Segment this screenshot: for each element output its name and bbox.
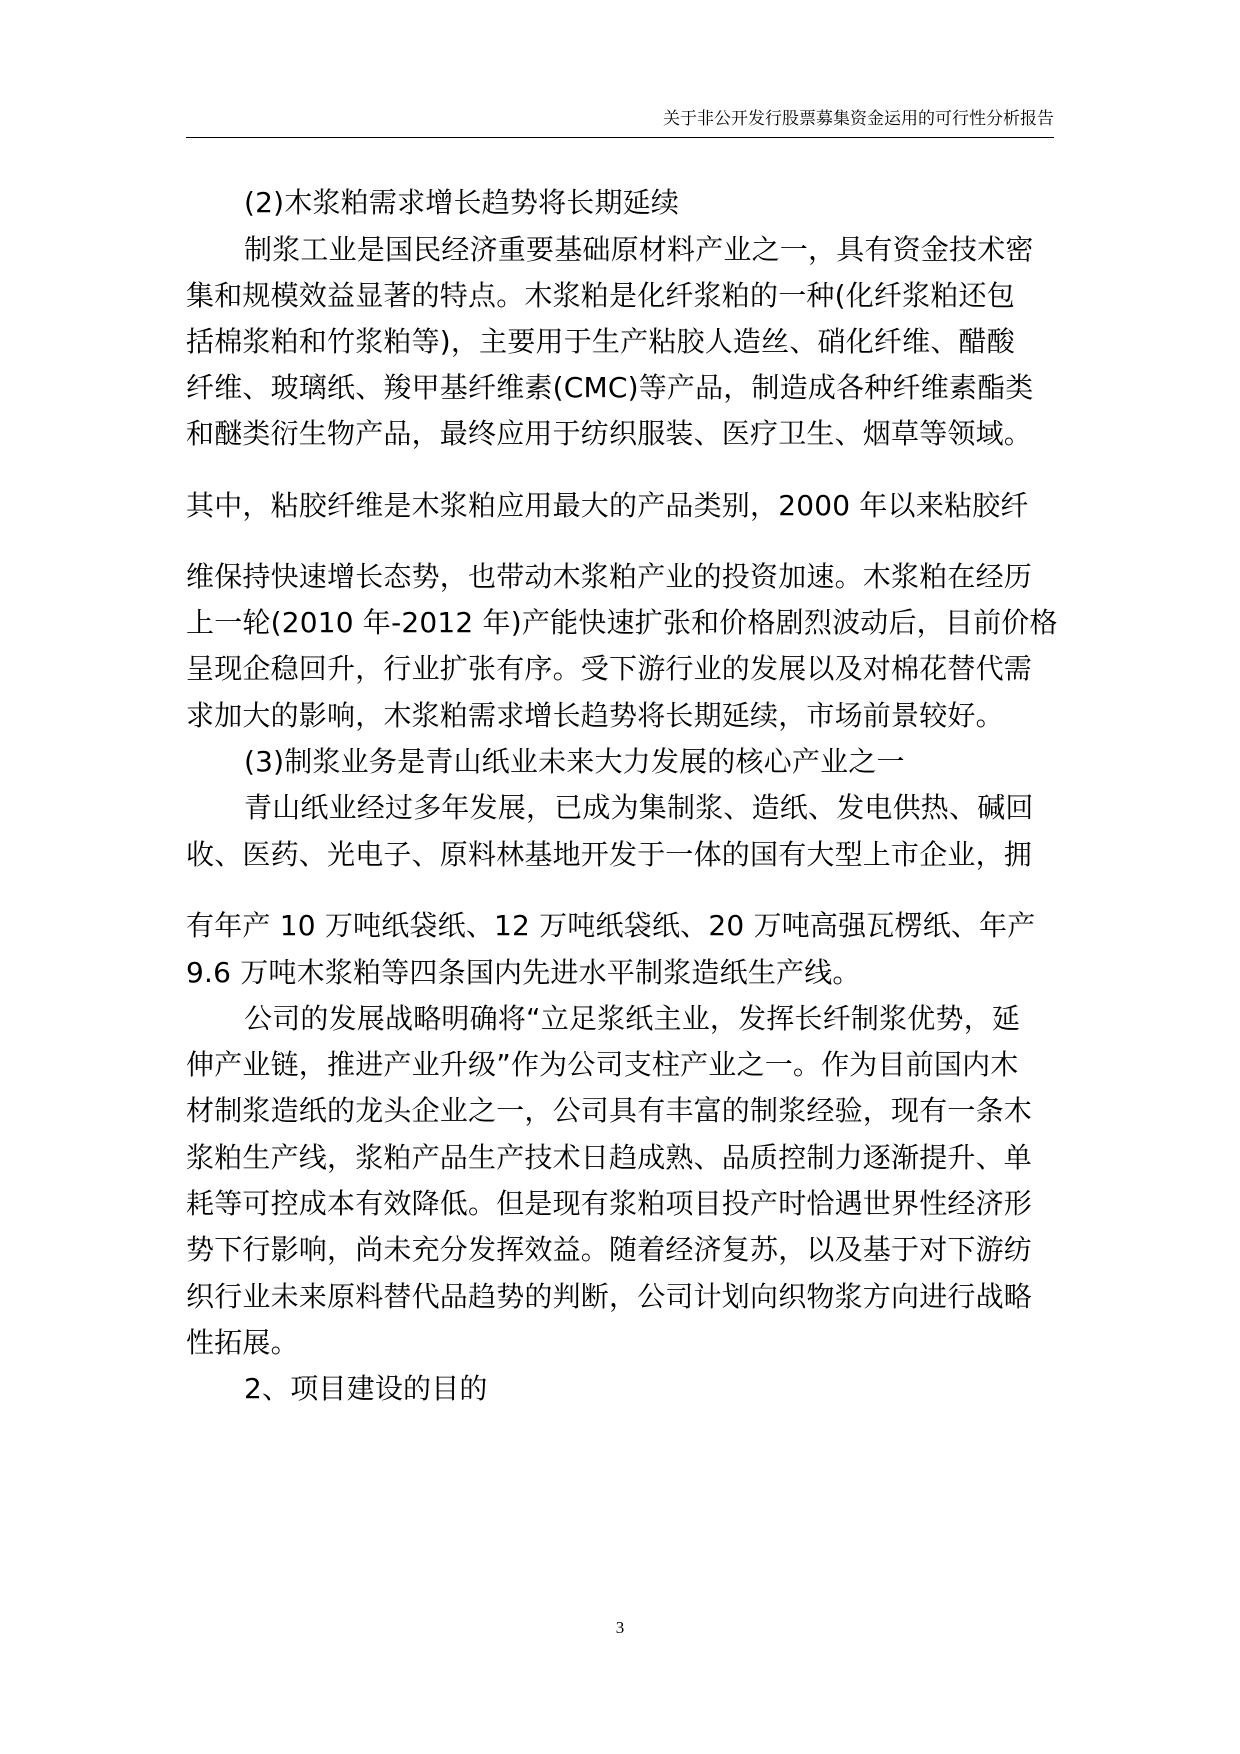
body-text-line: 浆粕生产线，浆粕产品生产技术日趋成熟、品质控制力逐渐提升、单 [186, 1141, 1033, 1174]
body-text-line: 9.6 万吨木浆粕等四条国内先进水平制浆造纸生产线。 [186, 956, 861, 989]
body-text-line: 耗等可控成本有效降低。但是现有浆粕项目投产时恰遇世界性经济形 [186, 1187, 1033, 1220]
body-text-line: 有年产 10 万吨纸袋纸、12 万吨纸袋纸、20 万吨高强瓦楞纸、年产 [186, 909, 1036, 942]
body-text-line: 纤维、玻璃纸、羧甲基纤维素(CMC)等产品，制造成各种纤维素酯类 [186, 371, 1034, 404]
body-text-line: 青山纸业经过多年发展，已成为集制浆、造纸、发电供热、碱回 [244, 791, 1034, 824]
body-text-line: 括棉浆粕和竹浆粕等)，主要用于生产粘胶人造丝、硝化纤维、醋酸 [186, 325, 1015, 358]
body-text-line: 呈现企稳回升，行业扩张有序。受下游行业的发展以及对棉花替代需 [186, 652, 1033, 685]
body-text-line: 公司的发展战略明确将“立足浆纸主业，发挥长纤制浆优势，延 [244, 1002, 1021, 1035]
body-text-line: 势下行影响，尚未充分发挥效益。随着经济复苏，以及基于对下游纺 [186, 1233, 1033, 1266]
section-heading-item-2: 2、项目建设的目的 [244, 1372, 488, 1405]
body-text-line: 织行业未来原料替代品趋势的判断，公司计划向织物浆方向进行战略 [186, 1280, 1033, 1313]
body-text-line: 求加大的影响，木浆粕需求增长趋势将长期延续，市场前景较好。 [186, 699, 1004, 732]
body-text-line: 和醚类衍生物产品，最终应用于纺织服装、医疗卫生、烟草等领域。 [186, 417, 1033, 450]
page-number: 3 [615, 1618, 625, 1637]
body-text-line: 制浆工业是国民经济重要基础原材料产业之一，具有资金技术密 [244, 233, 1034, 266]
body-text-line: 上一轮(2010 年-2012 年)产能快速扩张和价格剧烈波动后，目前价格 [186, 606, 1058, 639]
body-text-line: 材制浆造纸的龙头企业之一，公司具有丰富的制浆经验，现有一条木 [186, 1094, 1033, 1127]
body-text-line: 其中，粘胶纤维是木浆粕应用最大的产品类别，2000 年以来粘胶纤 [186, 489, 1029, 522]
header-rule [186, 137, 1054, 138]
body-text-line: 收、医药、光电子、原料林基地开发于一体的国有大型上市企业，拥 [186, 838, 1033, 871]
body-text-line: 维保持快速增长态势，也带动木浆粕产业的投资加速。木浆粕在经历 [186, 560, 1033, 593]
section-heading-2: (2)木浆粕需求增长趋势将长期延续 [244, 186, 680, 219]
body-text-line: 伸产业链，推进产业升级”作为公司支柱产业之一。作为目前国内木 [186, 1048, 1019, 1081]
running-header: 关于非公开发行股票募集资金运用的可行性分析报告 [663, 109, 1054, 129]
section-heading-3: (3)制浆业务是青山纸业未来大力发展的核心产业之一 [244, 745, 905, 778]
body-text-line: 性拓展。 [186, 1326, 299, 1359]
body-text-line: 集和规模效益显著的特点。木浆粕是化纤浆粕的一种(化纤浆粕还包 [186, 279, 1015, 312]
